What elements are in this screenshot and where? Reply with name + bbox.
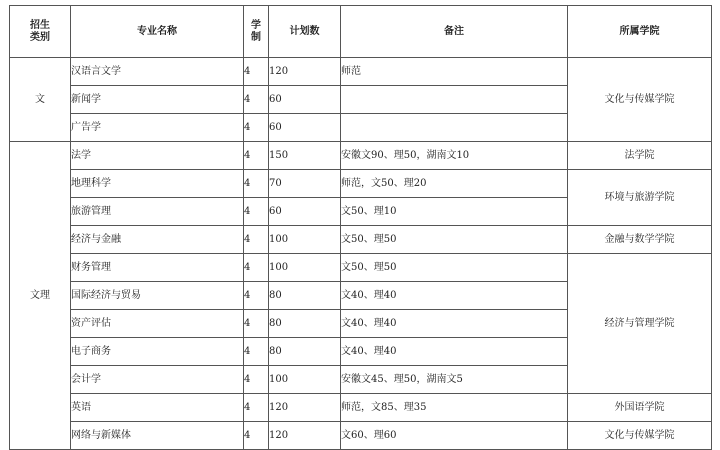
years-cell: 4 — [244, 282, 269, 310]
college-cell: 文化与传媒学院 — [568, 58, 712, 142]
category-cell: 文理 — [10, 142, 71, 450]
header-row — [10, 6, 712, 58]
years-cell: 4 — [244, 142, 269, 170]
college-cell: 外国语学院 — [568, 394, 712, 422]
plan-cell: 100 — [269, 226, 341, 254]
plan-cell: 80 — [269, 282, 341, 310]
remark-cell: 文50、理50 — [341, 254, 568, 282]
table-row — [10, 226, 712, 254]
header-remark: 备注 — [341, 6, 568, 58]
header-major: 专业名称 — [71, 6, 244, 58]
remark-cell: 文40、理40 — [341, 282, 568, 310]
plan-cell: 120 — [269, 58, 341, 86]
college-cell: 环境与旅游学院 — [568, 170, 712, 226]
remark-cell — [341, 114, 568, 142]
college-cell: 经济与管理学院 — [568, 254, 712, 394]
table-row — [10, 422, 712, 450]
major-cell: 国际经济与贸易 — [71, 282, 244, 310]
years-cell: 4 — [244, 366, 269, 394]
plan-cell: 120 — [269, 394, 341, 422]
major-cell: 地理科学 — [71, 170, 244, 198]
remark-cell: 安徽文45、理50，湖南文5 — [341, 366, 568, 394]
years-cell: 4 — [244, 226, 269, 254]
major-cell: 新闻学 — [71, 86, 244, 114]
table-row — [10, 254, 712, 282]
years-cell: 4 — [244, 170, 269, 198]
major-cell: 会计学 — [71, 366, 244, 394]
table-row — [10, 394, 712, 422]
header-category: 招生 类别 — [10, 6, 71, 58]
remark-cell: 文40、理40 — [341, 338, 568, 366]
years-cell: 4 — [244, 394, 269, 422]
remark-cell: 师范，文85、理35 — [341, 394, 568, 422]
plan-cell: 80 — [269, 338, 341, 366]
remark-cell: 师范，文50、理20 — [341, 170, 568, 198]
remark-cell: 文40、理40 — [341, 310, 568, 338]
header-years: 学 制 — [244, 6, 269, 58]
college-cell: 法学院 — [568, 142, 712, 170]
years-cell: 4 — [244, 198, 269, 226]
years-cell: 4 — [244, 310, 269, 338]
years-cell: 4 — [244, 58, 269, 86]
plan-cell: 60 — [269, 86, 341, 114]
table-row — [10, 170, 712, 198]
major-cell: 财务管理 — [71, 254, 244, 282]
remark-cell: 文50、理10 — [341, 198, 568, 226]
enrollment-plan-table — [9, 5, 712, 450]
major-cell: 汉语言文学 — [71, 58, 244, 86]
remark-cell: 文60、理60 — [341, 422, 568, 450]
plan-cell: 100 — [269, 366, 341, 394]
plan-cell: 70 — [269, 170, 341, 198]
plan-cell: 100 — [269, 254, 341, 282]
plan-cell: 150 — [269, 142, 341, 170]
major-cell: 电子商务 — [71, 338, 244, 366]
major-cell: 旅游管理 — [71, 198, 244, 226]
plan-cell: 60 — [269, 114, 341, 142]
years-cell: 4 — [244, 114, 269, 142]
major-cell: 经济与金融 — [71, 226, 244, 254]
major-cell: 资产评估 — [71, 310, 244, 338]
plan-cell: 120 — [269, 422, 341, 450]
college-cell: 文化与传媒学院 — [568, 422, 712, 450]
plan-cell: 60 — [269, 198, 341, 226]
years-cell: 4 — [244, 422, 269, 450]
years-cell: 4 — [244, 254, 269, 282]
remark-cell: 安徽文90、理50，湖南文10 — [341, 142, 568, 170]
years-cell: 4 — [244, 338, 269, 366]
remark-cell: 师范 — [341, 58, 568, 86]
major-cell: 网络与新媒体 — [71, 422, 244, 450]
header-plan: 计划数 — [269, 6, 341, 58]
remark-cell — [341, 86, 568, 114]
table-row — [10, 58, 712, 86]
category-cell: 文 — [10, 58, 71, 142]
major-cell: 广告学 — [71, 114, 244, 142]
table-row — [10, 142, 712, 170]
college-cell: 金融与数学学院 — [568, 226, 712, 254]
years-cell: 4 — [244, 86, 269, 114]
major-cell: 法学 — [71, 142, 244, 170]
remark-cell: 文50、理50 — [341, 226, 568, 254]
header-college: 所属学院 — [568, 6, 712, 58]
major-cell: 英语 — [71, 394, 244, 422]
plan-cell: 80 — [269, 310, 341, 338]
